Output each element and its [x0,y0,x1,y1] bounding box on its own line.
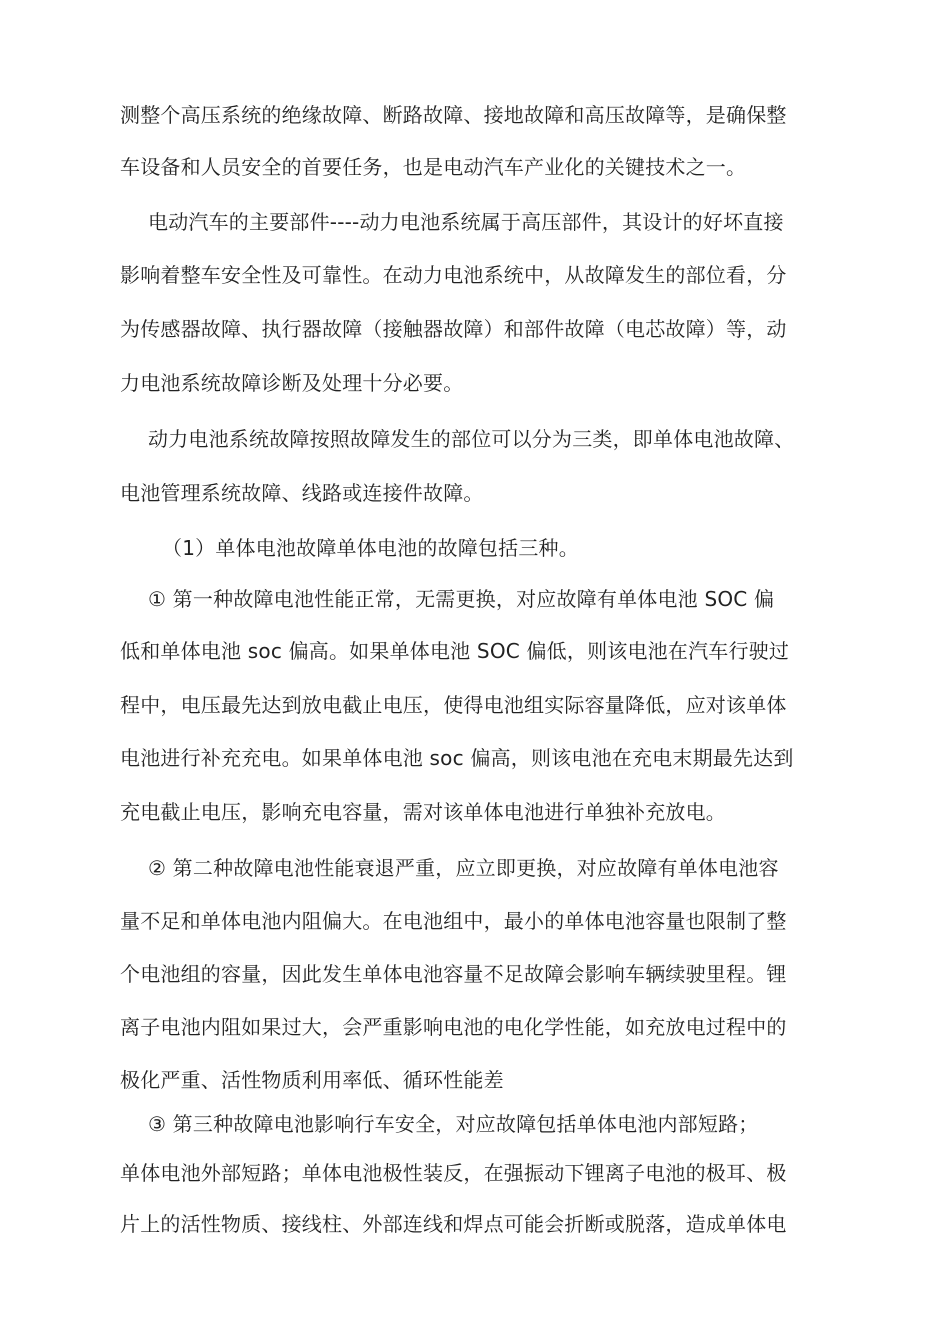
text-line: 单体电池外部短路；单体电池极性装反，在强振动下锂离子电池的极耳、极 [120,1161,787,1185]
text-line: ③ 第三种故障电池影响行车安全，对应故障包括单体电池内部短路； [148,1112,759,1136]
text-line: 影响着整车安全性及可靠性。在动力电池系统中，从故障发生的部位看，分 [120,263,787,287]
text-line: 动力电池系统故障按照故障发生的部位可以分为三类，即单体电池故障、 [148,427,795,451]
text-line: 片上的活性物质、接线柱、外部连线和焊点可能会折断或脱落，造成单体电 [120,1212,787,1236]
text-line: 为传感器故障、执行器故障（接触器故障）和部件故障（电芯故障）等，动 [120,317,787,341]
text-line: 低和单体电池 soc 偏高。如果单体电池 SOC 偏低，则该电池在汽车行驶过 [120,639,790,663]
text-line: （1）单体电池故障单体电池的故障包括三种。 [162,536,579,560]
text-line: 程中，电压最先达到放电截止电压，使得电池组实际容量降低，应对该单体 [120,693,787,717]
text-line: 电动汽车的主要部件----动力电池系统属于高压部件，其设计的好坏直接 [148,210,784,234]
text-line: 电池管理系统故障、线路或连接件故障。 [120,481,484,505]
text-line: 测整个高压系统的绝缘故障、断路故障、接地故障和高压故障等，是确保整 [120,103,787,127]
text-line: 量不足和单体电池内阻偏大。在电池组中，最小的单体电池容量也限制了整 [120,909,787,933]
text-line: 个电池组的容量，因此发生单体电池容量不足故障会影响车辆续驶里程。锂 [120,962,787,986]
text-line: ① 第一种故障电池性能正常，无需更换，对应故障有单体电池 SOC 偏 [148,587,775,611]
text-line: 电池进行补充充电。如果单体电池 soc 偏高，则该电池在充电末期最先达到 [120,746,794,770]
text-line: 力电池系统故障诊断及处理十分必要。 [120,371,464,395]
text-line: 车设备和人员安全的首要任务，也是电动汽车产业化的关键技术之一。 [120,155,747,179]
text-line: ② 第二种故障电池性能衰退严重，应立即更换，对应故障有单体电池容 [148,856,779,880]
text-line: 极化严重、活性物质利用率低、循环性能差 [120,1068,504,1092]
text-line: 充电截止电压，影响充电容量，需对该单体电池进行单独补充放电。 [120,800,726,824]
text-line: 离子电池内阻如果过大，会严重影响电池的电化学性能，如充放电过程中的 [120,1015,787,1039]
